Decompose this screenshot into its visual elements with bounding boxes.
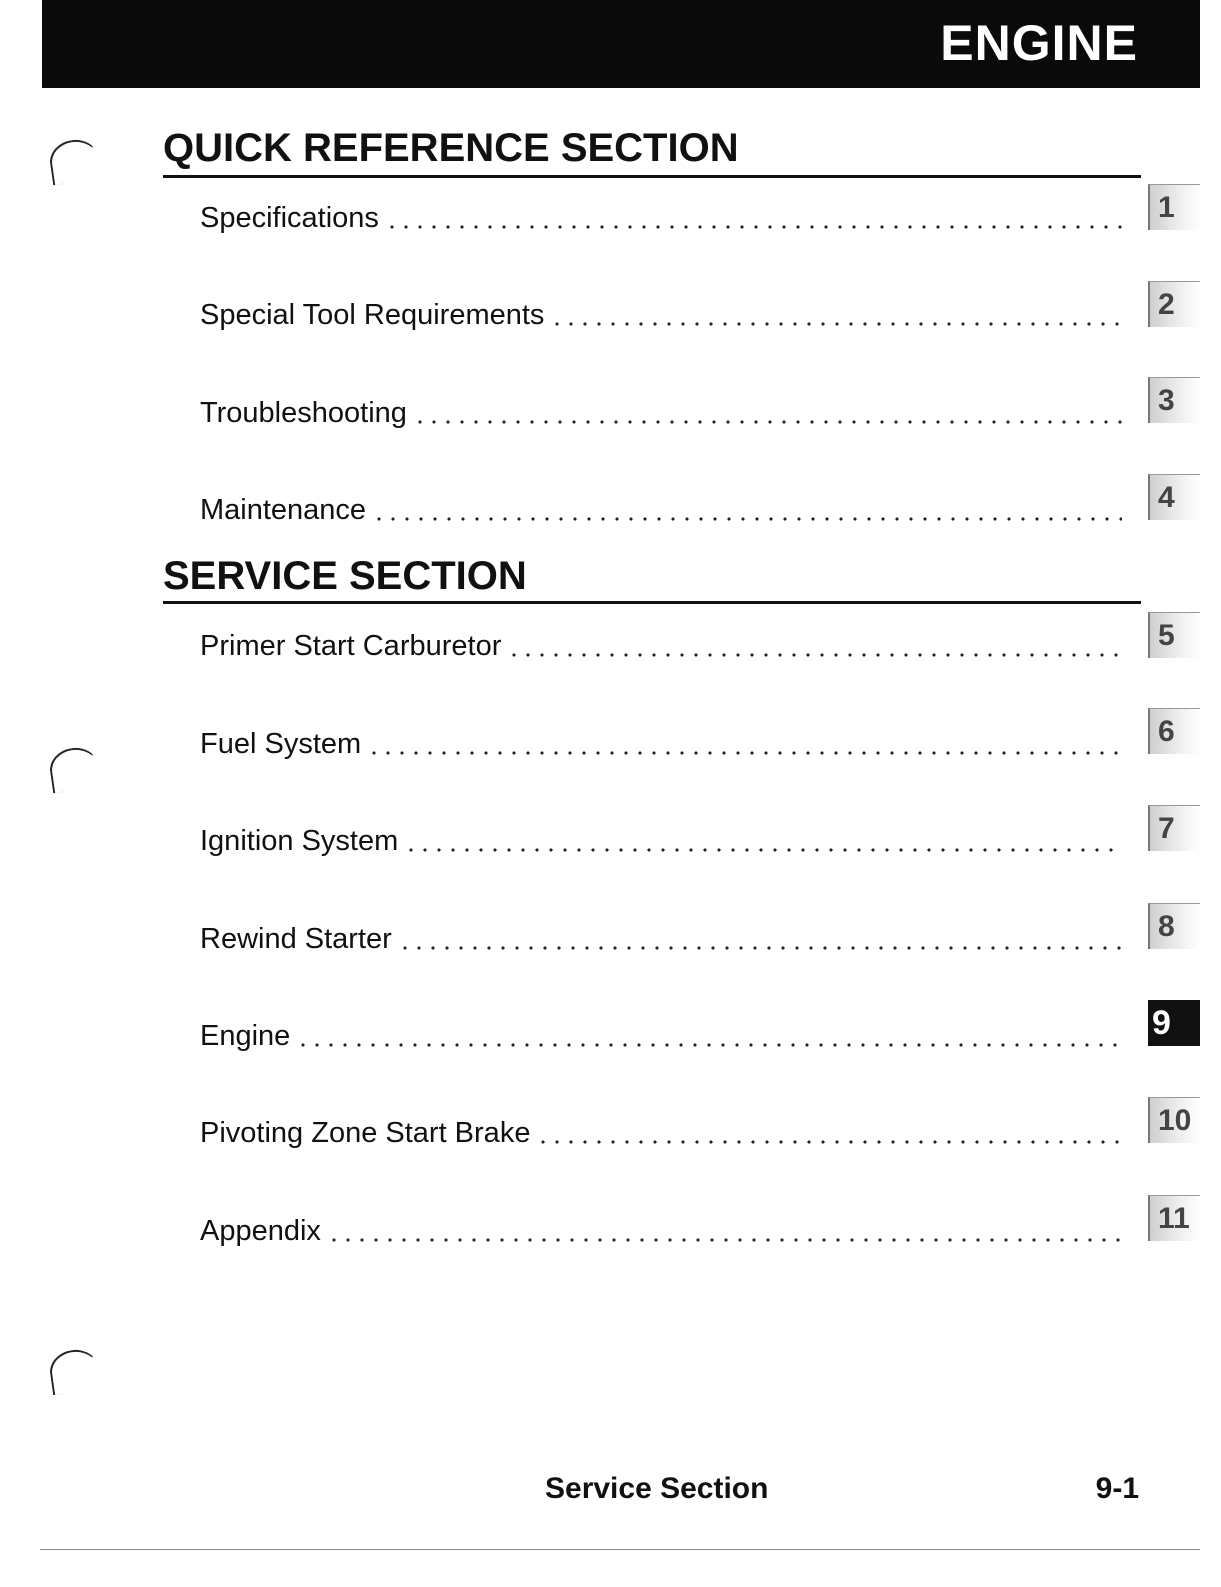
section-tab-8[interactable]: 8 [1148,903,1200,949]
quick-reference-heading: QUICK REFERENCE SECTION [163,126,739,170]
dot-leader [385,225,1122,229]
dot-leader [550,322,1122,326]
dot-leader [507,653,1122,657]
toc-entry-label: Specifications [200,202,379,234]
header-bar [42,0,1200,88]
toc-entry-label: Special Tool Requirements [200,299,545,331]
section-tab-1[interactable]: 1 [1148,184,1200,230]
footer-rule [40,1549,1200,1550]
toc-entry-engine[interactable] [200,1013,1122,1053]
dot-leader [404,848,1122,852]
section-tab-3[interactable]: 3 [1148,377,1200,423]
binder-hole-icon [47,137,101,185]
toc-entry-fuel-system[interactable] [200,721,1122,761]
dot-leader [413,420,1122,424]
page-number: 9-1 [1095,1472,1139,1505]
section-tab-7[interactable]: 7 [1148,805,1200,851]
toc-entry-label: Fuel System [200,728,362,760]
toc-entry-rewind-starter[interactable] [200,916,1122,956]
toc-entry-label: Primer Start Carburetor [200,630,502,662]
toc-entry-primer-start-carburetor[interactable] [200,623,1122,663]
toc-entry-label: Appendix [200,1215,321,1247]
dot-leader [398,946,1122,950]
toc-entry-label: Maintenance [200,494,367,526]
service-section-heading: SERVICE SECTION [163,554,527,598]
toc-entry-maintenance[interactable] [200,487,1122,527]
section-tab-4[interactable]: 4 [1148,474,1200,520]
toc-entry-pivoting-zone-start-brake[interactable] [200,1110,1122,1150]
dot-leader [372,517,1122,521]
toc-entry-special-tool-requirements[interactable] [200,292,1122,332]
toc-entry-label: Troubleshooting [200,397,407,429]
section-tab-10[interactable]: 10 [1148,1097,1200,1143]
section-rule [163,601,1141,604]
toc-entry-label: Engine [200,1020,291,1052]
section-tab-2[interactable]: 2 [1148,281,1200,327]
section-tab-9-active[interactable]: 9 [1148,1000,1200,1046]
section-rule [163,175,1141,178]
toc-entry-ignition-system[interactable] [200,818,1122,858]
binder-hole-icon [47,745,101,793]
section-tab-5[interactable]: 5 [1148,612,1200,658]
dot-leader [327,1238,1122,1242]
chapter-title: ENGINE [940,15,1138,71]
section-tab-11[interactable]: 11 [1148,1195,1200,1241]
dot-leader [296,1043,1122,1047]
footer-section-label: Service Section [545,1472,769,1505]
toc-entry-label: Rewind Starter [200,923,392,955]
toc-entry-label: Pivoting Zone Start Brake [200,1117,531,1149]
toc-entry-troubleshooting[interactable] [200,390,1122,430]
section-tab-6[interactable]: 6 [1148,708,1200,754]
dot-leader [536,1140,1122,1144]
toc-entry-label: Ignition System [200,825,399,857]
toc-entry-specifications[interactable] [200,195,1122,235]
dot-leader [367,751,1122,755]
toc-entry-appendix[interactable] [200,1208,1122,1248]
binder-hole-icon [47,1347,101,1395]
